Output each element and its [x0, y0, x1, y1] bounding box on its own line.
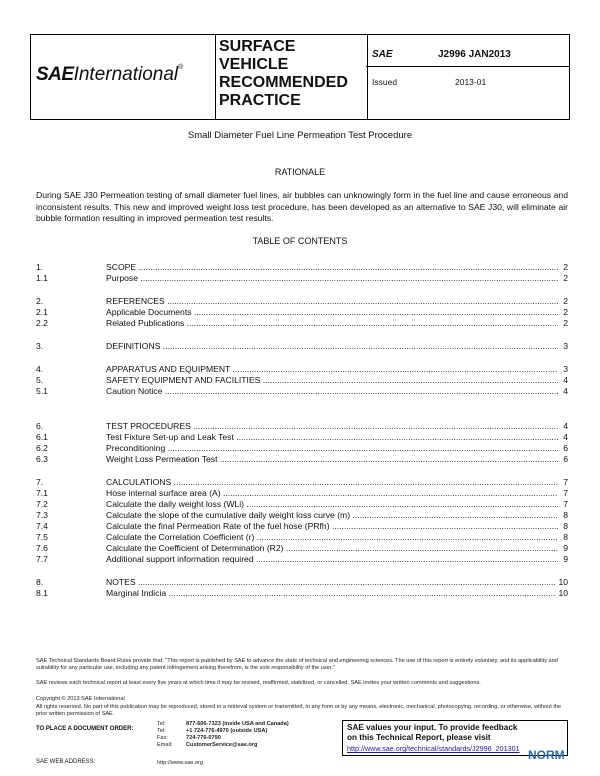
toc-entry[interactable]	[36, 364, 568, 375]
toc-entry-page: 7	[563, 488, 568, 498]
watermark-text: NORM	[528, 748, 565, 762]
toc-entry[interactable]	[36, 554, 568, 565]
toc-entry[interactable]	[36, 341, 568, 352]
order-label: TO PLACE A DOCUMENT ORDER:	[36, 726, 134, 732]
feedback-line-2: on this Technical Report, please visit	[347, 733, 491, 742]
toc-entry-title: Applicable Documents .....	[106, 307, 558, 318]
toc-entry[interactable]	[36, 577, 568, 588]
toc-entry-title: Marginal Indicia .....	[106, 588, 558, 599]
toc-entry-page: 6	[563, 443, 568, 453]
toc-entry-page: 4	[563, 386, 568, 396]
toc-entry-number: 7.6	[36, 543, 48, 553]
toc-entry-page: 9	[563, 543, 568, 553]
order-tel-label: Tel:	[157, 721, 166, 727]
toc-entry-page: 10	[558, 577, 568, 587]
toc-entry-page: 10	[558, 588, 568, 598]
sae-international-logo: SAEInternational®	[36, 64, 184, 85]
toc-entry-title: Weight Loss Permeation Test .....	[106, 454, 558, 465]
doc-type-line: SURFACE	[219, 38, 296, 55]
toc-entry-page: 8	[563, 521, 568, 531]
toc-entry[interactable]	[36, 543, 568, 554]
toc-entry-page: 4	[563, 432, 568, 442]
toc-entry-number: 1.1	[36, 273, 48, 283]
order-tel-value: 877-606-7323 (inside USA and Canada)	[186, 721, 289, 727]
toc-entry-title: Calculate the final Permeation Rate of the fuel hose (PRfh) .....	[106, 521, 558, 532]
toc-entry-page: 2	[563, 318, 568, 328]
toc-entry-title: Preconditioning .....	[106, 443, 558, 454]
doc-type-line: PRACTICE	[219, 92, 301, 109]
toc-heading: TABLE OF CONTENTS	[252, 236, 348, 246]
web-address-label: SAE WEB ADDRESS:	[36, 759, 96, 765]
toc-entry-number: 7.2	[36, 499, 48, 509]
header-rule	[366, 66, 570, 67]
order-tel2-value: +1 724-776-4970 (outside USA)	[186, 728, 268, 734]
toc-entry-number: 7.	[36, 477, 44, 487]
sae-mark: SAE	[372, 49, 393, 60]
toc-entry-number: 2.2	[36, 318, 48, 328]
toc-entry[interactable]	[36, 454, 568, 465]
toc-entry-number: 6.3	[36, 454, 48, 464]
toc-entry[interactable]	[36, 386, 568, 397]
order-fax-label: Fax:	[157, 735, 168, 741]
toc-entry-title: Caution Notice .....	[106, 386, 558, 397]
footer-rights-text: All rights reserved. No part of this publication may be reproduced, stored in a retrieval system or transmitted, in any form or by any means, electronic, mechanical, photocopying, recording, or otherwise, without the prior written permission of SAE.	[36, 704, 562, 717]
toc-entry[interactable]	[36, 488, 568, 499]
toc-entry-number: 6.1	[36, 432, 48, 442]
toc-entry-title: DEFINITIONS .....	[106, 341, 558, 352]
document-title: Small Diameter Fuel Line Permeation Test Procedure	[187, 130, 413, 141]
toc-entry-number: 4.	[36, 364, 44, 374]
toc-entry-page: 2	[563, 307, 568, 317]
toc-entry-number: 2.	[36, 296, 44, 306]
toc-entry-number: 8.	[36, 577, 44, 587]
toc-entry-title: NOTES .....	[106, 577, 558, 588]
toc-entry-title: Calculate the daily weight loss (WLi) .....	[106, 499, 558, 510]
toc-entry-title: Hose internal surface area (A) .....	[106, 488, 558, 499]
toc-entry-page: 4	[563, 375, 568, 385]
toc-entry-page: 7	[563, 477, 568, 487]
toc-entry-title: CALCULATIONS .....	[106, 477, 558, 488]
doc-type-line: RECOMMENDED	[219, 74, 348, 91]
toc-entry[interactable]	[36, 262, 568, 273]
toc-entry-page: 3	[563, 364, 568, 374]
order-tel2-label: Tel:	[157, 728, 166, 734]
web-address-value[interactable]: http://www.sae.org	[157, 760, 204, 766]
toc-entry-page: 7	[563, 499, 568, 509]
document-number: J2996 JAN2013	[438, 49, 511, 60]
toc-entry[interactable]	[36, 521, 568, 532]
toc-entry[interactable]	[36, 432, 568, 443]
toc-entry-number: 6.	[36, 421, 44, 431]
rationale-text: During SAE J30 Permeation testing of small diameter fuel lines, air bubbles can unknowingly form in the fuel line and cause erroneous and inconsistent results. This new and improved weight loss test procedure, has been developed as an alternative to SAE J30, will eliminate air bubble formation resulting in improved permeation test results.	[36, 190, 568, 223]
toc-entry[interactable]	[36, 532, 568, 543]
feedback-link[interactable]: http://www.sae.org/technical/standards/J2996_201301	[347, 744, 520, 753]
order-email-value: CustomerService@sae.org	[186, 742, 258, 748]
toc-entry[interactable]	[36, 296, 568, 307]
toc-entry-number: 3.	[36, 341, 44, 351]
toc-entry[interactable]	[36, 421, 568, 432]
toc-entry-page: 8	[563, 510, 568, 520]
toc-entry-page: 4	[563, 421, 568, 431]
issued-date: 2013-01	[455, 77, 487, 87]
toc-entry-number: 2.1	[36, 307, 48, 317]
toc-entry-title: Calculate the slope of the cumulative daily weight loss curve (m) .....	[106, 510, 558, 521]
footer-rules-text: SAE Technical Standards Board Rules provide that: "This report is published by SAE to advance the state of technical and engineering sciences. The use of this report is entirely voluntary, and its applicability and suitability for any particular use, including any patent infringement arising therefrom, is the sole responsibility of the user."	[36, 658, 558, 671]
header-divider	[215, 35, 216, 119]
header-divider	[367, 35, 368, 119]
toc-entry-title: Test Fixture Set-up and Leak Test .....	[106, 432, 558, 443]
toc-entry-title: Related Publications .....	[106, 318, 558, 329]
toc-entry-number: 6.2	[36, 443, 48, 453]
toc-entry[interactable]	[36, 307, 568, 318]
rationale-heading: RATIONALE	[274, 167, 326, 177]
toc-entry-title: Calculate the Correlation Coefficient (r) .....	[106, 532, 558, 543]
toc-entry-page: 6	[563, 454, 568, 464]
toc-entry[interactable]	[36, 499, 568, 510]
issued-label: Issued	[372, 77, 398, 87]
toc-entry[interactable]	[36, 375, 568, 386]
toc-entry-page: 9	[563, 554, 568, 564]
toc-entry-page: 3	[563, 341, 568, 351]
feedback-line-1: SAE values your input. To provide feedback	[347, 723, 518, 732]
toc-entry[interactable]	[36, 273, 568, 284]
toc-entry-title: SAFETY EQUIPMENT AND FACILITIES .....	[106, 375, 558, 386]
toc-entry[interactable]	[36, 443, 568, 454]
doc-type-line: VEHICLE	[219, 56, 289, 73]
toc-entry-title: Additional support information required .....	[106, 554, 558, 565]
toc-entry-number: 7.4	[36, 521, 48, 531]
toc-entry[interactable]	[36, 588, 568, 599]
toc-entry-title: APPARATUS AND EQUIPMENT .....	[106, 364, 558, 375]
toc-entry-title: Purpose .....	[106, 273, 558, 284]
toc-entry-number: 5.1	[36, 386, 48, 396]
order-email-label: Email:	[157, 742, 173, 748]
document-type	[219, 38, 348, 110]
toc-entry-number: 5.	[36, 375, 44, 385]
toc-entry-title: SCOPE .....	[106, 262, 558, 273]
toc-entry-number: 7.7	[36, 554, 48, 564]
toc-entry-page: 2	[563, 296, 568, 306]
toc-entry[interactable]	[36, 477, 568, 488]
toc-entry-page: 2	[563, 273, 568, 283]
toc-entry-number: 8.1	[36, 588, 48, 598]
footer-copyright: Copyright © 2013 SAE International	[36, 696, 125, 702]
toc-entry-number: 7.5	[36, 532, 48, 542]
toc-entry-title: TEST PROCEDURES .....	[106, 421, 558, 432]
toc-entry-number: 7.3	[36, 510, 48, 520]
toc-entry-number: 7.1	[36, 488, 48, 498]
toc-entry-title: REFERENCES .....	[106, 296, 558, 307]
toc-entry-number: 1.	[36, 262, 44, 272]
toc-entry[interactable]	[36, 318, 568, 329]
toc-entry-title: Calculate the Coefficient of Determination (R2) .....	[106, 543, 558, 554]
toc-entry[interactable]	[36, 510, 568, 521]
footer-review-text: SAE reviews each technical report at least every five years at which time it may be revised, reaffirmed, stabilized, or cancelled. SAE invites your written comments and suggestions.	[36, 680, 481, 686]
order-fax-value: 724-776-0790	[186, 735, 221, 741]
toc-entry-page: 2	[563, 262, 568, 272]
toc-entry-page: 8	[563, 532, 568, 542]
